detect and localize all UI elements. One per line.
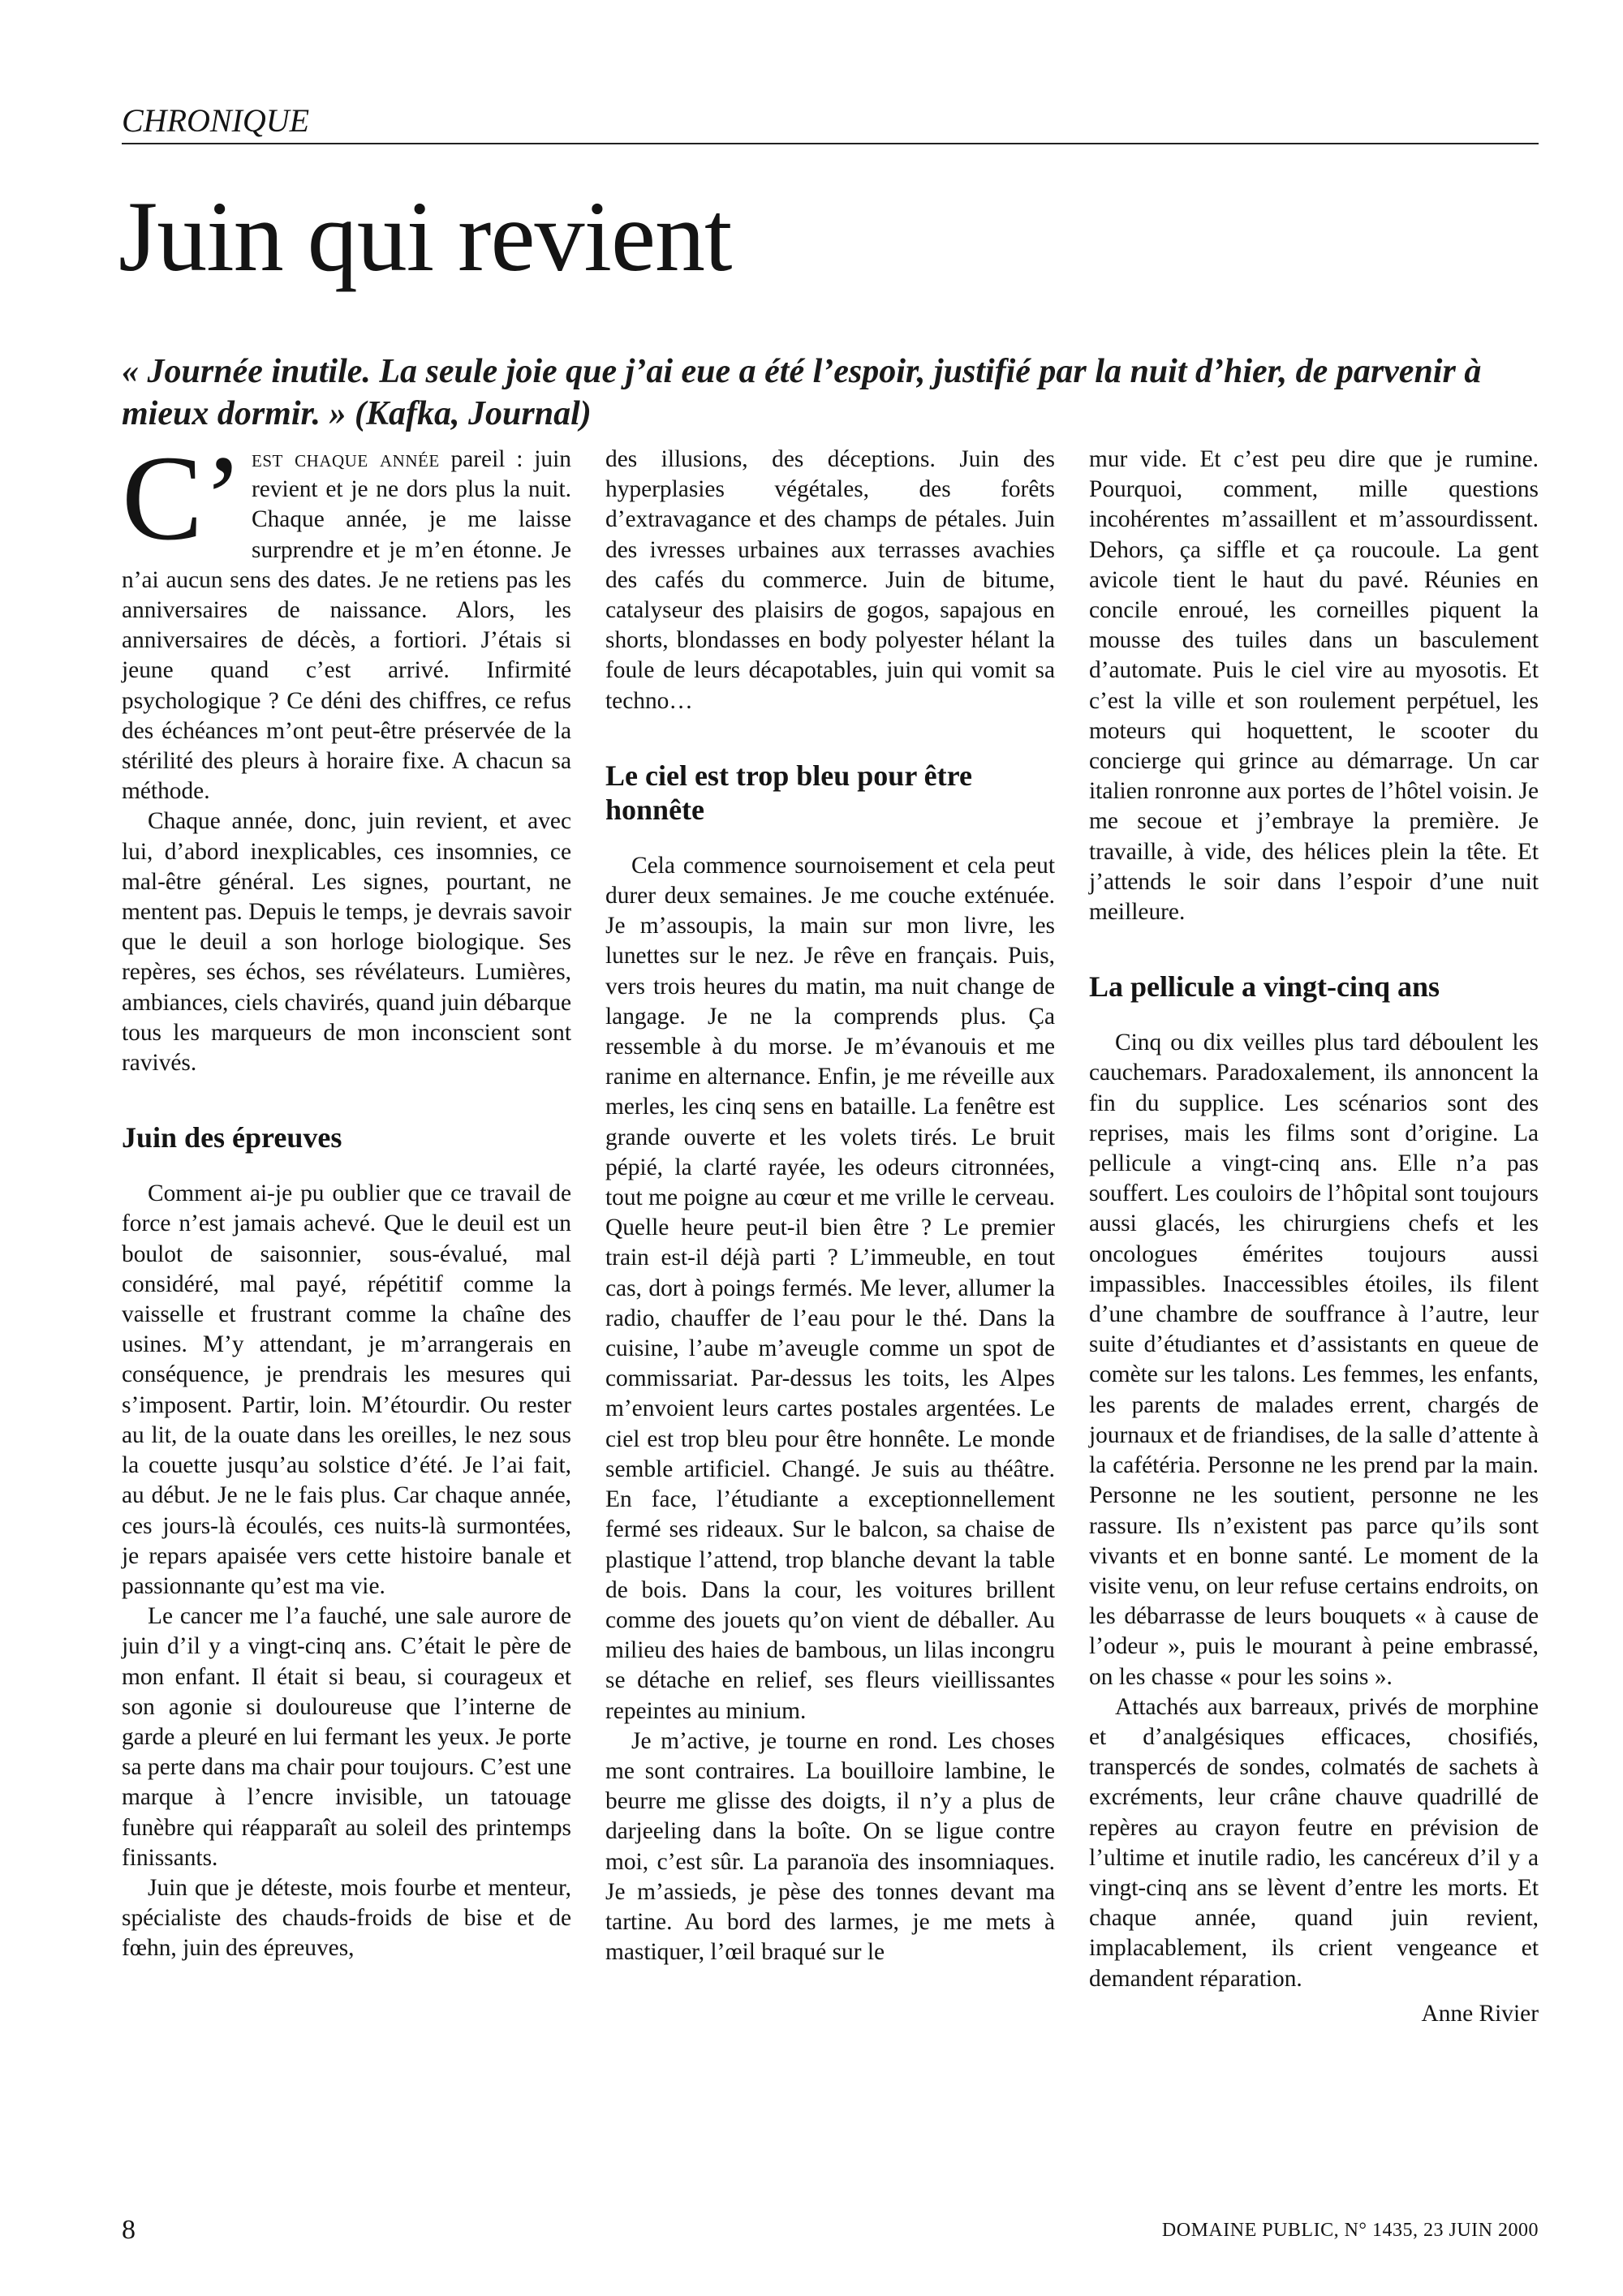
paragraph: Cinq ou dix veilles plus tard déboulent les cauchemars. Paradoxalement, ils annoncent la fin du supplice. Les scénarios sont des reprises, mais les films sont d’origine. La pellicule a vingt-cinq ans. Elle n’a pas souffert. Les couloirs de l’hôpital sont toujours aussi glacés, les chirurgiens chefs et les oncologues émérites toujours aussi impassibles. Inaccessibles étoiles, ils filent d’une chambre de souffrance à l’autre, leur suite d’étudiantes et d’assistants en queue de comète sur les talons. Les femmes, les enfants, les parents de malades errent, chargés de journaux et de friandises, de la salle d’attente à la cafétéria. Personne ne les prend par la main. Personne ne les soutient, personne ne les rassure. Ils n’existent pas parce qu’ils sont vivants et en bonne santé. Le moment de la visite venu, on leur refuse certains endroits, on les débarrasse de leurs bouquets « à cause de l’odeur », puis le mourant à peine embrassé, on les chasse « pour les soins ». [1089, 1030, 1539, 1690]
paragraph-continued: mur vide. Et c’est peu dire que je rumine. Pourquoi, comment, mille questions incohérentes m’assaillent et m’assourdissent. Dehors, ça siffle et ça roucoule. La gent avicole tient le haut du pavé. Réunies en concile enroué, les corneilles piquent la mousse des tuiles dans un basculement d’automate. Puis le ciel vire au myosotis. Et c’est la ville et son roulement perpétuel, les moteurs qui hoquettent, le scooter du concierge qui grince au démarrage. Un car italien ronronne aux portes de l’hôtel voisin. Je me secoue et j’embraye la première. Je travaille, à vide, des hélices plein la tête. Et j’attends le soir dans l’espoir d’une nuit meilleure. [1089, 446, 1539, 926]
subheading-epreuves: Juin des épreuves [122, 1121, 342, 1154]
author-signature: Anne Rivier [1421, 2000, 1539, 2027]
section-rubric: CHRONIQUE [122, 99, 1539, 144]
paragraph: Attachés aux barreaux, privés de morphine et d’analgésiques efficaces, chosifiés, transpercés de sondes, colmatés de sachets à excréments, leur crâne chauve quadrillé de repères au crayon feutre en prévision de l’ultime et inutile radio, les cancéreux d’il y a vingt-cinq ans se lèvent d’entre les morts. Et chaque année, quand juin revient, implacablement, ils crient vengeance et demandent réparation. [1089, 1693, 1539, 1992]
paragraph: Je m’active, je tourne en rond. Les choses me sont contraires. La bouilloire lambine, le beurre me glisse des doigts, il n’y a plus de darjeeling dans la boîte. On se ligue contre moi, c’est sûr. La paranoïa des insomniaques. Je m’assieds, je pèse des tonnes devant ma tartine. Au bord des larmes, je me mets à mastiquer, l’œil braqué sur le [605, 1727, 1055, 1966]
drop-cap: C’ [122, 431, 243, 565]
paragraph: Comment ai-je pu oublier que ce travail de force n’est jamais achevé. Que le deuil est un boulot de saisonnier, sous-évalué, mal considéré, mal payé, répétitif comme la vaisselle et frustrant comme la chaîne des usines. M’y attendant, je m’arrangerais en conséquence, je prendrais les mesures qui s’imposent. Partir, loin. M’étourdir. Ou rester au lit, de la ouate dans les oreilles, le nez sous la couette jusqu’au solstice d’été. Je l’ai fait, au début. Je ne le fais plus. Car chaque année, ces jours-là écoulés, ces nuits-là surmontées, je repars apaisée vers cette histoire banale et passionnante qu’est ma vie. [122, 1180, 571, 1599]
article-column-1 [122, 431, 571, 1964]
paragraph: Juin que je déteste, mois fourbe et menteur, spécialiste des chauds-froids de bise et de fœhn, juin des épreuves, [122, 1874, 571, 1962]
paragraph-opening [122, 431, 571, 806]
page-number: 8 [122, 2215, 136, 2245]
article-column-2 [605, 445, 1055, 1967]
paragraph: Cela commence sournoisement et cela peut durer deux semaines. Je me couche exténuée. Je m’assoupis, la main sur mon livre, les lunettes sur le nez. Je rêve en français. Puis, vers trois heures du matin, ma nuit change de langage. Je ne la comprends plus. Ça ressemble à du morse. Je m’évanouis et me ranime en alternance. Enfin, je me réveille aux merles, les cinq sens en bataille. La fenêtre est grande ouverte et les volets tirés. Le bruit pépié, la clarté rayée, les odeurs citronnées, tout me poigne au cœur et me vrille le cerveau. Quelle heure peut-il bien être ? Le premier train est-il déjà parti ? L’immeuble, en tout cas, dort à poings fermés. Me lever, allumer la radio, chauffer de l’eau pour le thé. Dans la cuisine, l’aube m’aveugle comme un spot de commissariat. Par-dessus les toits, les Alpes m’envoient leurs cartes postales argentées. Le ciel est trop bleu pour être honnête. Le monde semble artificiel. Changé. Je suis au théâtre. En face, l’étudiante a exceptionnellement fermé ses rideaux. Sur le balcon, sa chaise de plastique l’attend, trop blanche devant la table de bois. Dans la cour, les voitures brillent comme des jouets qu’on vient de déballer. Au milieu des haies de bambous, un lilas incongru se détache en relief, ses fleurs vieillissantes repeintes au minium. [605, 852, 1055, 1724]
publication-info: DOMAINE PUBLIC, N° 1435, 23 JUIN 2000 [1161, 2220, 1539, 2241]
smallcaps-opening: est chaque année [252, 446, 440, 472]
subheading-ciel: Le ciel est trop bleu pour être honnête [605, 759, 972, 826]
subheading-pellicule: La pellicule a vingt-cinq ans [1089, 970, 1440, 1004]
article-column-3 [1089, 445, 1539, 2029]
article-title: Juin qui revient [118, 181, 732, 292]
paragraph: Chaque année, donc, juin revient, et avec lui, d’abord inexplicables, ces insomnies, ce mal-être général. Les signes, pourtant, ne mentent pas. Depuis le temps, je devrais savoir que le deuil a son horloge biologique. Ses repères, ses échos, ses révélateurs. Lumières, ambiances, ciels chavirés, quand juin débarque tous les marqueurs de mon inconscient sont ravivés. [122, 808, 571, 1077]
paragraph-continued: des illusions, des déceptions. Juin des hyperplasies végétales, des forêts d’extravagance et des champs de pétales. Juin des ivresses urbaines aux terrasses avachies des cafés du commerce. Juin de bitume, catalyseur des plaisirs de gogos, sapajous en shorts, blondasses en body polyester hélant la foule de leurs décapotables, juin qui vomit sa techno… [605, 446, 1055, 714]
paragraph-opening-text: pareil : juin revient et je ne dors plus la nuit. Chaque année, je me laisse surprendre et je m’en étonne. Je n’ai aucun sens des dates. Je ne retiens pas les anniversaires de naissance. Alors, les anniversaires de décès, a fortiori. J’étais si jeune quand c’est arrivé. Infirmité psychologique ? Ce déni des chiffres, ce refus des échéances m’ont peut-être préservée de la stérilité des pleurs à horaire fixe. A chacun sa méthode. [122, 446, 571, 805]
epigraph: « Journée inutile. La seule joie que j’ai eue a été l’espoir, justifié par la nuit d’hier, de parvenir à mieux dormir. » (Kafka, Journal) [122, 353, 1482, 432]
paragraph: Le cancer me l’a fauché, une sale aurore de juin d’il y a vingt-cinq ans. C’était le père de mon enfant. Il était si beau, si courageux et son agonie si douloureuse que l’interne de garde a pleuré en lui fermant les yeux. Je porte sa perte dans ma chair pour toujours. C’est une marque à l’encre invisible, un tatouage funèbre qui réapparaît au soleil des printemps finissants. [122, 1603, 571, 1871]
